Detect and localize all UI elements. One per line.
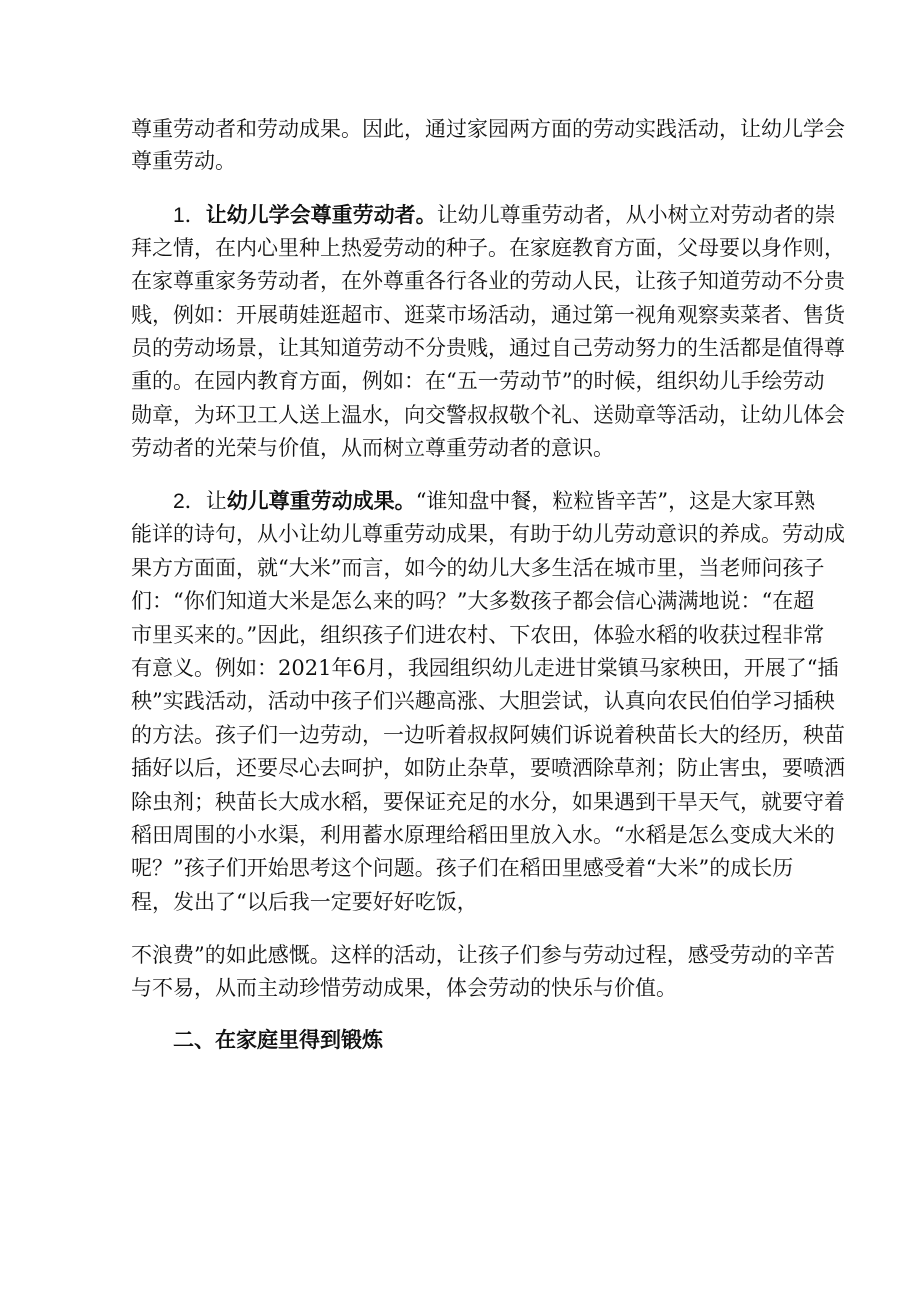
section1-first-line: [173, 200, 836, 231]
section2-line: 程，发出了“以后我一定要好好吃饭，: [131, 890, 478, 914]
section2-line: 不浪费”的如此感慨。这样的活动，让孩子们参与劳动过程，感受劳动的辛苦: [131, 943, 835, 967]
section1-line: 员的劳动场景，让其知道劳动不分贵贱，通过自己劳动努力的生活都是值得尊: [131, 336, 845, 360]
section1-line: 在家尊重家务劳动者，在外尊重各行各业的劳动人民，让孩子知道劳动不分贵: [131, 269, 845, 293]
section2-line: 市里买来的。”因此，组织孩子们进农村、下农田，体验水稻的收获过程非常: [131, 623, 825, 647]
section1-line: 勋章，为环卫工人送上温水，向交警叔叔敬个礼、送勋章等活动，让幼儿体会: [131, 403, 845, 427]
section1-number: 1．: [173, 204, 206, 227]
section1-line: 拜之情，在内心里种上热爱劳动的种子。在家庭教育方面，父母要以身作则，: [131, 236, 845, 260]
section2-line: 秧”实践活动，活动中孩子们兴趣高涨、大胆尝试，认真向农民伯伯学习插秧: [131, 689, 835, 713]
section2-prefix: 让: [205, 489, 227, 513]
section2-line: 稻田周围的小水渠，利用蓄水原理给稻田里放入水。“水稻是怎么变成大米的: [131, 823, 835, 847]
section1-line: 贱，例如：开展萌娃逛超市、逛菜市场活动，通过第一视角观察卖菜者、售货: [131, 303, 845, 327]
section2-line: 们：“你们知道大米是怎么来的吗？”大多数孩子都会信心满满地说：“在超: [131, 589, 815, 613]
section2-line: 呢？”孩子们开始思考这个问题。孩子们在稻田里感受着“大米”的成长历: [131, 856, 794, 880]
section2-line: 能详的诗句，从小让幼儿尊重劳动成果，有助于幼儿劳动意识的养成。劳动成: [131, 522, 845, 546]
section2-first-line-rest: “谁知盘中餐，粒粒皆辛苦”，这是大家耳熟: [415, 489, 816, 513]
section1-line: 重的。在园内教育方面，例如：在“五一劳动节”的时候，组织幼儿手绘劳动: [131, 369, 825, 393]
section1-heading: 让幼儿学会尊重劳动者。: [205, 202, 437, 227]
section2-line: 果方方面面，就“大米”而言，如今的幼儿大多生活在城市里，当老师问孩子: [131, 556, 825, 580]
intro-line-1: 尊重劳动者和劳动成果。因此，通过家园两方面的劳动实践活动，让幼儿学会: [131, 117, 845, 141]
section2-line: 插好以后，还要尽心去呵护，如防止杂草，要喷洒除草剂；防止害虫，要喷洒: [131, 756, 845, 780]
section1-first-line-rest: 让幼儿尊重劳动者，从小树立对劳动者的崇: [436, 203, 836, 227]
section2-number: 2．: [173, 490, 206, 513]
intro-line-2: 尊重劳动。: [131, 149, 236, 173]
section2-line: 有意义。例如：2021年6月，我园组织幼儿走进甘棠镇马家秧田，开展了“插: [131, 656, 839, 680]
section2-first-line: [173, 486, 815, 517]
section2-line: 除虫剂；秧苗长大成水稻，要保证充足的水分，如果遇到干旱天气，就要守着: [131, 790, 845, 814]
section2-heading: 幼儿尊重劳动成果。: [226, 488, 416, 513]
section1-line: 劳动者的光荣与价值，从而树立尊重劳动者的意识。: [131, 436, 614, 460]
section2-line: 的方法。孩子们一边劳动，一边听着叔叔阿姨们诉说着秧苗长大的经历，秧苗: [131, 723, 845, 747]
section2-line: 与不易，从而主动珍惜劳动成果，体会劳动的快乐与价值。: [131, 976, 677, 1000]
section3-heading: 二、在家庭里得到锻炼: [173, 1027, 383, 1052]
